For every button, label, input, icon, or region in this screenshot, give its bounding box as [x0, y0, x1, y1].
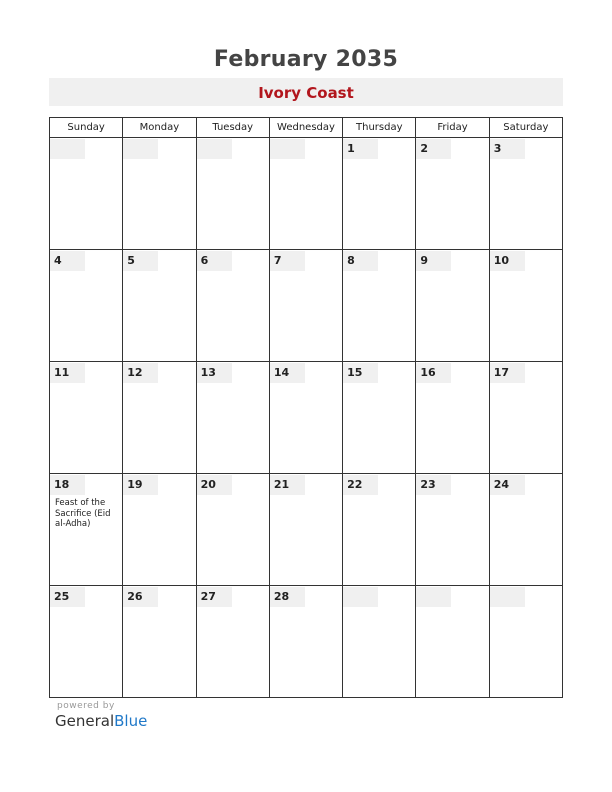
day-cell — [416, 474, 489, 586]
day-number: 19 — [123, 475, 158, 495]
day-number — [50, 139, 85, 159]
day-number: 10 — [490, 251, 525, 271]
day-cell — [489, 250, 562, 362]
day-cell — [416, 362, 489, 474]
day-cell — [50, 474, 123, 586]
day-number: 28 — [270, 587, 305, 607]
brand-general-text: General — [55, 712, 115, 730]
day-number: 16 — [416, 363, 451, 383]
day-cell — [123, 474, 196, 586]
weekday-sunday: Sunday — [50, 118, 123, 138]
day-number: 3 — [490, 139, 525, 159]
week-row — [50, 250, 563, 362]
day-number — [270, 139, 305, 159]
day-cell — [489, 586, 562, 698]
day-cell — [123, 250, 196, 362]
day-number: 15 — [343, 363, 378, 383]
day-number: 1 — [343, 139, 378, 159]
day-number: 24 — [490, 475, 525, 495]
week-row — [50, 474, 563, 586]
weekday-monday: Monday — [123, 118, 196, 138]
day-number: 12 — [123, 363, 158, 383]
day-cell — [416, 250, 489, 362]
day-cell — [123, 362, 196, 474]
day-number: 18 — [50, 475, 85, 495]
day-number — [416, 587, 451, 607]
day-cell — [489, 362, 562, 474]
week-row — [50, 138, 563, 250]
day-number: 6 — [197, 251, 232, 271]
generalblue-logo[interactable] — [55, 712, 147, 730]
day-cell — [269, 586, 342, 698]
day-number: 14 — [270, 363, 305, 383]
day-cell — [123, 586, 196, 698]
day-number: 13 — [197, 363, 232, 383]
day-cell — [50, 250, 123, 362]
weekday-header-row — [50, 118, 563, 138]
day-cell — [196, 138, 269, 250]
day-number: 27 — [197, 587, 232, 607]
day-cell — [343, 586, 416, 698]
day-number: 4 — [50, 251, 85, 271]
day-number: 23 — [416, 475, 451, 495]
day-number: 7 — [270, 251, 305, 271]
day-cell — [269, 138, 342, 250]
day-cell — [196, 474, 269, 586]
page-title: February 2035 — [213, 47, 399, 72]
day-number: 8 — [343, 251, 378, 271]
day-number: 25 — [50, 587, 85, 607]
day-number: 5 — [123, 251, 158, 271]
day-number — [123, 139, 158, 159]
day-cell — [489, 138, 562, 250]
day-cell — [416, 586, 489, 698]
day-number: 22 — [343, 475, 378, 495]
calendar-grid — [49, 117, 563, 698]
day-cell — [50, 138, 123, 250]
day-number: 11 — [50, 363, 85, 383]
day-cell — [196, 250, 269, 362]
day-cell — [343, 138, 416, 250]
day-cell — [343, 250, 416, 362]
powered-by-label: powered by — [57, 701, 115, 711]
day-cell — [269, 474, 342, 586]
day-number — [343, 587, 378, 607]
holiday-label: Feast of the Sacrifice (Eid al-Adha) — [55, 498, 111, 529]
day-cell — [50, 362, 123, 474]
day-cell — [489, 474, 562, 586]
day-cell — [196, 586, 269, 698]
day-cell — [343, 362, 416, 474]
day-number: 21 — [270, 475, 305, 495]
day-cell — [269, 250, 342, 362]
weekday-friday: Friday — [416, 118, 489, 138]
day-cell — [50, 586, 123, 698]
week-row — [50, 586, 563, 698]
country-banner — [49, 78, 563, 106]
day-number — [490, 587, 525, 607]
country-name: Ivory Coast — [258, 84, 354, 102]
day-number — [197, 139, 232, 159]
day-cell — [196, 362, 269, 474]
day-number: 9 — [416, 251, 451, 271]
day-cell — [123, 138, 196, 250]
week-row — [50, 362, 563, 474]
weekday-saturday: Saturday — [489, 118, 562, 138]
day-number: 2 — [416, 139, 451, 159]
day-number: 20 — [197, 475, 232, 495]
weekday-wednesday: Wednesday — [269, 118, 342, 138]
day-number: 26 — [123, 587, 158, 607]
brand-blue-text: Blue — [114, 712, 148, 730]
footer-branding — [55, 701, 147, 730]
weekday-thursday: Thursday — [343, 118, 416, 138]
weekday-tuesday: Tuesday — [196, 118, 269, 138]
day-number: 17 — [490, 363, 525, 383]
day-cell — [416, 138, 489, 250]
day-cell — [269, 362, 342, 474]
day-cell — [343, 474, 416, 586]
